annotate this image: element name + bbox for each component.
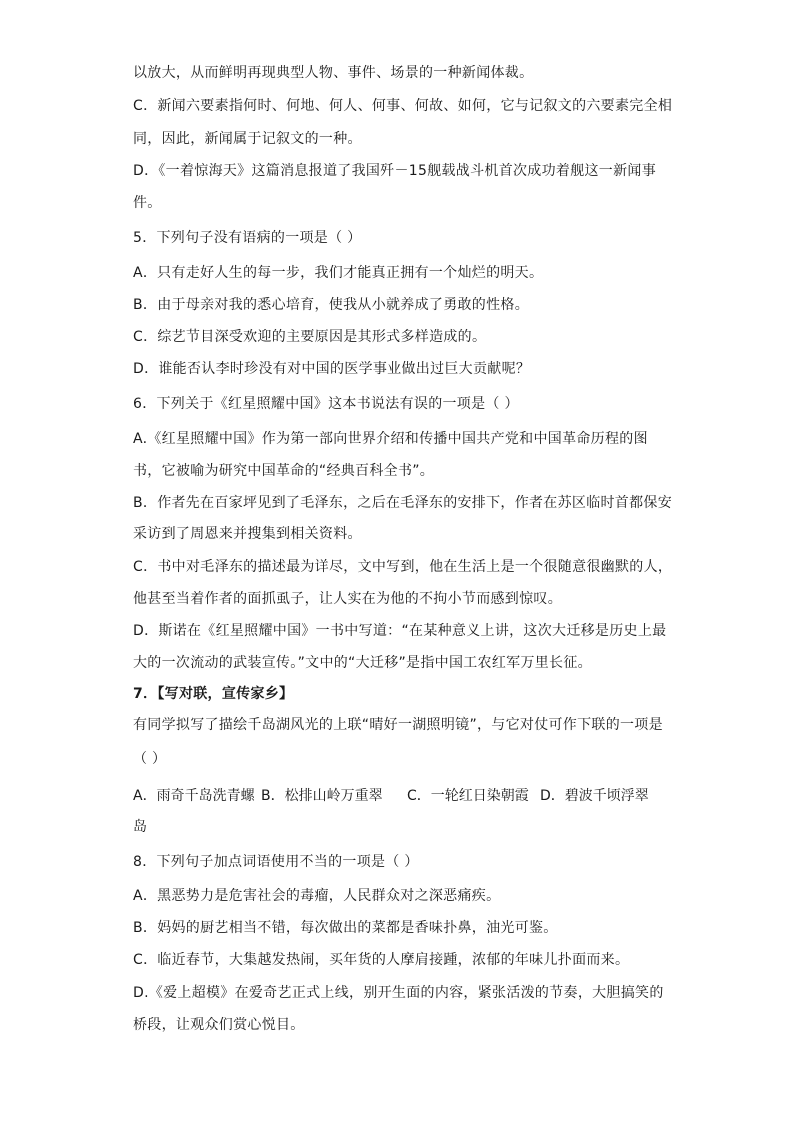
q5-option-a: A．只有走好人生的每一步，我们才能真正拥有一个灿烂的明天。 [133, 265, 544, 281]
q6-option-b-line1: B．作者先在百家坪见到了毛泽东，之后在毛泽东的安排下，作者在苏区临时首都保安 [133, 495, 673, 511]
q7-option-d: D．碧波千顷浮翠 [540, 788, 649, 804]
q4-option-c-line1: C．新闻六要素指何时、何地、何人、何事、何故、如何，它与记叙文的六要素完全相 [133, 98, 673, 114]
q6-option-a-line1: A.《红星照耀中国》作为第一部向世界介绍和传播中国共产党和中国革命历程的图 [133, 431, 648, 447]
q8-option-d-line1: D.《爱上超模》在爱奇艺正式上线，别开生面的内容，紧张活泼的节奏，大胆搞笑的 [133, 985, 664, 1001]
q7-option-b: B．松排山岭万重翠 [261, 788, 383, 804]
q8-option-d-line2: 桥段，让观众们赏心悦目。 [133, 1017, 305, 1033]
q5-option-d: D．谁能否认李时珍没有对中国的医学事业做出过巨大贡献呢？ [133, 361, 531, 377]
q8-option-b: B．妈妈的厨艺相当不错，每次做出的菜都是香味扑鼻，油光可鉴。 [133, 920, 558, 936]
q4-option-c-line2: 同，因此，新闻属于记叙文的一种。 [133, 131, 362, 147]
q4-option-d-line2: 件。 [133, 195, 162, 211]
q6-option-a-line2: 书，它被喻为研究中国革命的“经典百科全书”。 [133, 463, 435, 479]
q4-option-b-line2: 以放大，从而鲜明再现典型人物、事件、场景的一种新闻体裁。 [133, 65, 534, 81]
q6-option-d-line1: D．斯诺在《红星照耀中国》一书中写道：“在某种意义上讲，这次大迁移是历史上最 [133, 623, 667, 639]
q7-stem-line1: 有同学拟写了描绘千岛湖风光的上联“晴好一湖照明镜”，与它对仗可作下联的一项是 [133, 717, 663, 733]
q7-option-c: C．一轮红日染朝霞 [407, 788, 529, 804]
q8-option-a: A．黑恶势力是危害社会的毒瘤，人民群众对之深恶痛疾。 [133, 888, 501, 904]
q8-option-c: C．临近春节，大集越发热闹，买年货的人摩肩接踵，浓郁的年味儿扑面而来。 [133, 952, 630, 968]
q5-stem: 5．下列句子没有语病的一项是（ ） [133, 230, 362, 246]
q7-options-row [133, 786, 673, 806]
q7-stem-line2: （ ） [133, 751, 167, 767]
q6-stem: 6．下列关于《红星照耀中国》这本书说法有误的一项是（ ） [133, 396, 519, 412]
q7-heading: 7．【写对联，宣传家乡】 [133, 686, 294, 702]
q6-option-b-line2: 采访到了周恩来并搜集到相关资料。 [133, 526, 362, 542]
q8-stem: 8．下列句子加点词语使用不当的一项是（ ） [133, 854, 419, 870]
q6-option-d-line2: 大的一次流动的武装宣传。”文中的“大迁移”是指中国工农红军万里长征。 [133, 655, 592, 671]
q7-option-a: A．雨奇千岛洗青螺 [133, 788, 255, 804]
q6-option-c-line1: C．书中对毛泽东的描述最为详尽，文中写到，他在生活上是一个很随意很幽默的人， [133, 559, 673, 575]
q5-option-c: C．综艺节目深受欢迎的主要原因是其形式多样造成的。 [133, 329, 487, 345]
q5-option-b: B．由于母亲对我的悉心培育，使我从小就养成了勇敢的性格。 [133, 297, 530, 313]
q6-option-c-line2: 他甚至当着作者的面抓虱子，让人实在为他的不拘小节而感到惊叹。 [133, 591, 562, 607]
q4-option-d-line1: D．《一着惊海天》这篇消息报道了我国歼－15舰载战斗机首次成功着舰这一新闻事 [133, 163, 656, 179]
q7-option-d-wrap: 岛 [133, 819, 148, 835]
